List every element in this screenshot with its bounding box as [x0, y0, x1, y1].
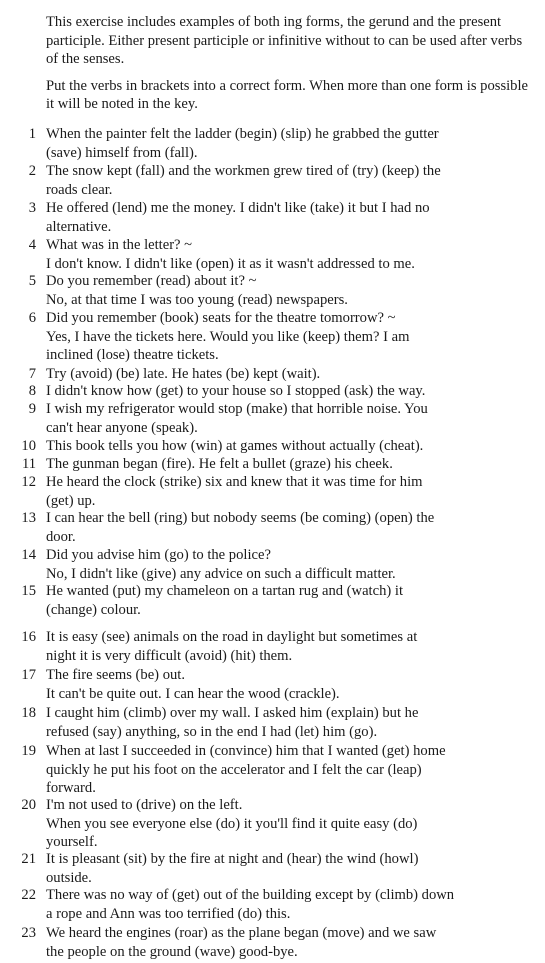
exercise-line: Try (avoid) (be) late. He hates (be) kept (wait). [46, 366, 321, 382]
exercise-line: (change) colour. [46, 601, 141, 618]
exercise-text [46, 850, 536, 887]
exercise-line: refused (say) anything, so in the end I had (let) him (go). [46, 723, 378, 740]
exercise-text [46, 400, 536, 437]
exercise-line: The snow kept (fall) and the workmen grew tired of (try) (keep) the [46, 163, 441, 179]
exercise-line: He heard the clock (strike) six and knew that it was time for him [46, 474, 423, 490]
exercise-number: 17 [21, 667, 36, 683]
exercise-number: 13 [21, 510, 36, 526]
exercise-number: 22 [21, 887, 36, 903]
exercise-line: Do you remember (read) about it? ~ [46, 273, 257, 289]
exercise-text [46, 473, 536, 510]
exercise-text [46, 199, 536, 236]
exercise-line: the people on the ground (wave) good-bye. [46, 943, 298, 960]
exercise-line: (get) up. [46, 492, 96, 509]
exercise-number: 23 [21, 925, 36, 941]
exercise-text [46, 382, 536, 401]
exercise-number: 5 [28, 273, 36, 289]
exercise-number: 18 [21, 705, 36, 721]
exercise-line: There was no way of (get) out of the building except by (climb) down [46, 887, 455, 903]
exercise-text [46, 886, 536, 923]
exercise-number: 12 [21, 474, 36, 490]
exercise-line: forward. [46, 780, 96, 797]
exercise-text [46, 309, 536, 365]
exercise-line: I didn't know how (get) to your house so I stopped (ask) the way. [46, 383, 426, 399]
exercise-number: 9 [28, 401, 36, 417]
exercise-text [46, 455, 536, 474]
exercise-line: quickly he put his foot on the accelerator and I felt the car (leap) [46, 761, 422, 778]
exercise-line: Did you advise him (go) to the police? [46, 547, 271, 563]
exercise-number: 20 [21, 797, 36, 813]
exercise-text [46, 546, 536, 583]
exercise-text [46, 666, 536, 703]
exercise-line: When you see everyone else (do) it you'll find it quite easy (do) [46, 815, 418, 832]
exercise-line: The gunman began (fire). He felt a bullet (graze) his cheek. [46, 456, 393, 472]
exercise-line: It is pleasant (sit) by the fire at night and (hear) the wind (howl) [46, 851, 419, 867]
exercise-number: 2 [28, 163, 36, 179]
exercise-line: This book tells you how (win) at games without actually (cheat). [46, 438, 424, 454]
exercise-line: inclined (lose) theatre tickets. [46, 347, 219, 364]
exercise-number: 21 [21, 851, 36, 867]
exercise-line: The fire seems (be) out. [46, 667, 185, 683]
intro-paragraph-1: This exercise includes examples of both ing forms, the gerund and the present participle. Either present participle or infinitive without to can be used after verbs of the senses. [46, 14, 523, 68]
exercise-text [46, 437, 536, 456]
exercise-line: alternative. [46, 218, 112, 235]
exercise-line: It can't be quite out. I can hear the wood (crackle). [46, 685, 340, 702]
exercise-line: No, I didn't like (give) any advice on such a difficult matter. [46, 565, 396, 582]
exercise-number: 10 [21, 438, 36, 454]
intro-paragraph-2: Put the verbs in brackets into a correct form. When more than one form is possible it will be noted in the key. [46, 77, 529, 113]
exercise-line: a rope and Ann was too terrified (do) this. [46, 905, 291, 922]
exercise-line: night it is very difficult (avoid) (hit) them. [46, 647, 293, 664]
exercise-line: I caught him (climb) over my wall. I asked him (explain) but he [46, 705, 419, 721]
exercise-line: It is easy (see) animals on the road in daylight but sometimes at [46, 629, 418, 645]
exercise-number: 16 [21, 629, 36, 645]
exercise-line: Yes, I have the tickets here. Would you like (keep) them? I am [46, 328, 410, 345]
exercise-line: (save) himself from (fall). [46, 144, 198, 161]
exercise-line: roads clear. [46, 181, 113, 198]
exercise-text [46, 509, 536, 546]
exercise-text [46, 796, 536, 852]
exercise-line: Did you remember (book) seats for the theatre tomorrow? ~ [46, 310, 396, 326]
exercise-number: 8 [28, 383, 36, 399]
exercise-number: 3 [28, 200, 36, 216]
exercise-text [46, 924, 536, 961]
exercise-text [46, 704, 536, 741]
exercise-number: 7 [28, 366, 36, 382]
exercise-text [46, 162, 536, 199]
exercise-number: 4 [28, 237, 36, 253]
exercise-line: I can hear the bell (ring) but nobody seems (be coming) (open) the [46, 510, 435, 526]
exercise-text [46, 628, 536, 665]
exercise-line: I don't know. I didn't like (open) it as it wasn't addressed to me. [46, 255, 415, 272]
instructions [46, 13, 528, 122]
exercise-number: 14 [21, 547, 36, 563]
exercise-line: What was in the letter? ~ [46, 237, 193, 253]
exercise-number: 19 [21, 743, 36, 759]
exercise-line: When at last I succeeded in (convince) him that I wanted (get) home [46, 743, 446, 759]
exercise-number: 6 [28, 310, 36, 326]
exercise-line: We heard the engines (roar) as the plane began (move) and we saw [46, 925, 437, 941]
exercise-text [46, 236, 536, 273]
exercise-line: He wanted (put) my chameleon on a tartan rug and (watch) it [46, 583, 404, 599]
exercise-number: 15 [21, 583, 36, 599]
exercise-line: I'm not used to (drive) on the left. [46, 797, 243, 813]
exercise-text [46, 582, 536, 619]
exercise-number: 1 [28, 126, 36, 142]
exercise-line: outside. [46, 869, 92, 886]
exercise-line: can't hear anyone (speak). [46, 419, 198, 436]
exercise-line: I wish my refrigerator would stop (make) that horrible noise. You [46, 401, 428, 417]
exercise-line: door. [46, 528, 76, 545]
exercise-line: When the painter felt the ladder (begin) (slip) he grabbed the gutter [46, 126, 439, 142]
exercise-text [46, 365, 536, 384]
exercise-number: 11 [21, 456, 36, 472]
exercise-text [46, 742, 536, 798]
exercise-text [46, 125, 536, 162]
exercise-line: yourself. [46, 834, 98, 851]
exercise-line: No, at that time I was too young (read) newspapers. [46, 291, 348, 308]
exercise-text [46, 272, 536, 309]
exercise-line: He offered (lend) me the money. I didn't like (take) it but I had no [46, 200, 430, 216]
